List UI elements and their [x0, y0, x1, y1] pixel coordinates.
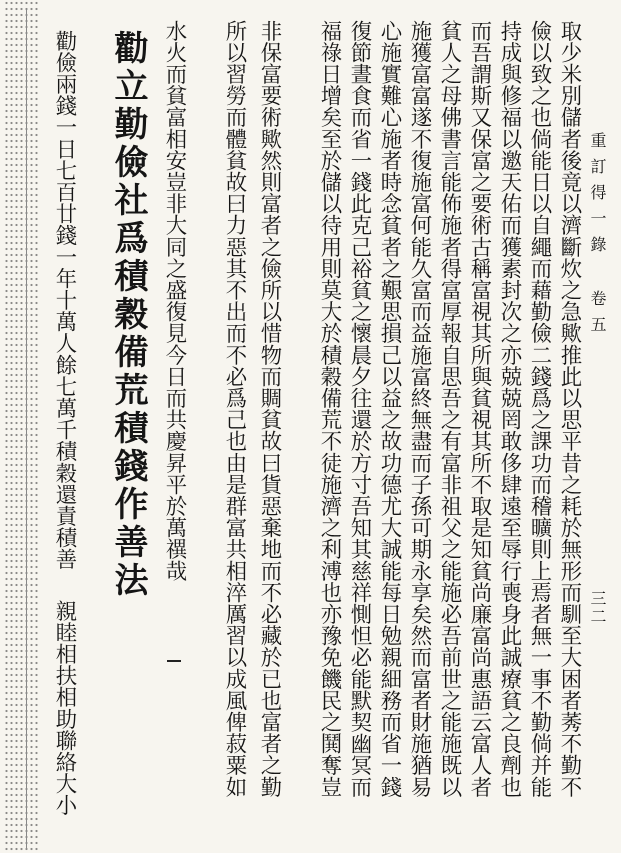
text-column-8: 復節晝食而省一錢此克己裕貧之懷晨夕往還於方寸吾知其慈祥惻怛必能默契幽冥而: [347, 20, 372, 798]
text-column-5: 貧人之母佛書言能佈施者得富厚報自思吾之有富非祖父之能施必吾前世之能施既以: [437, 20, 462, 798]
text-column-7: 心施實難心施者時念貧者之艱思損己以益之故功德尤大誠能每日勉親細務而省一錢: [377, 20, 402, 798]
text-column-10: 非保富要術歟然則富者之儉所以惜物而賙貧故曰貨惡棄地而不必藏於已也富者之勤: [257, 20, 282, 798]
margin-rule: [26, 8, 27, 848]
header-volume: 卷五: [588, 290, 607, 342]
note-line-2: 親睦相扶相助聯絡大小: [52, 600, 77, 816]
text-column-12: 水火而貧富相安豈非大同之盛復見今日而共慶昇平於萬禩哉: [162, 20, 187, 582]
text-column-11: 所以習勞而體貧故曰力惡其不出而不必爲己也由是群富共相淬厲習以成風俾菽粟如: [222, 20, 247, 798]
text-column-6: 施獲富富遂不復施富何能久富而益施富終無盡而子孫可期永享矣然而富者財施猶易: [407, 20, 432, 798]
text-column-2: 儉以致之也倘能日以自繩而藉勤儉二錢爲之課功而稽曠則上焉者無一事不勤倘并能: [527, 20, 552, 798]
note-line-1: 勸儉兩錢一日七百廿錢一年十萬人餘七萬千積穀還責積善: [52, 30, 77, 570]
text-column-3: 持成與修福以邀天佑而獲素封次之亦兢兢罔敢侈肆遠至辱行喪身此誠療貧之良劑也: [497, 20, 522, 798]
text-column-4: 而吾謂斯又保富之要術古稱富視其所與貧視其所不取是知貧尚廉富尚惠語云富人者: [467, 20, 492, 798]
text-column-1: 取少米別儲者後竟以濟斷炊之急歟推此以思平昔之耗於無形而馴至大困者莠不勤不: [557, 20, 582, 798]
running-header: [587, 132, 607, 342]
header-book-title: 重訂得一錄: [588, 132, 607, 262]
section-title: 勸立勤儉社爲積穀備荒積錢作善法: [108, 30, 148, 600]
page-edge-border: [4, 0, 38, 853]
text-column-9: 福祿日增矣至於儲以待用則莫大於積穀備荒不徒施濟之利溥也亦豫免饑民之鬨奪豈: [317, 20, 342, 798]
end-mark: [167, 660, 181, 662]
page-number: 三二: [588, 590, 607, 626]
